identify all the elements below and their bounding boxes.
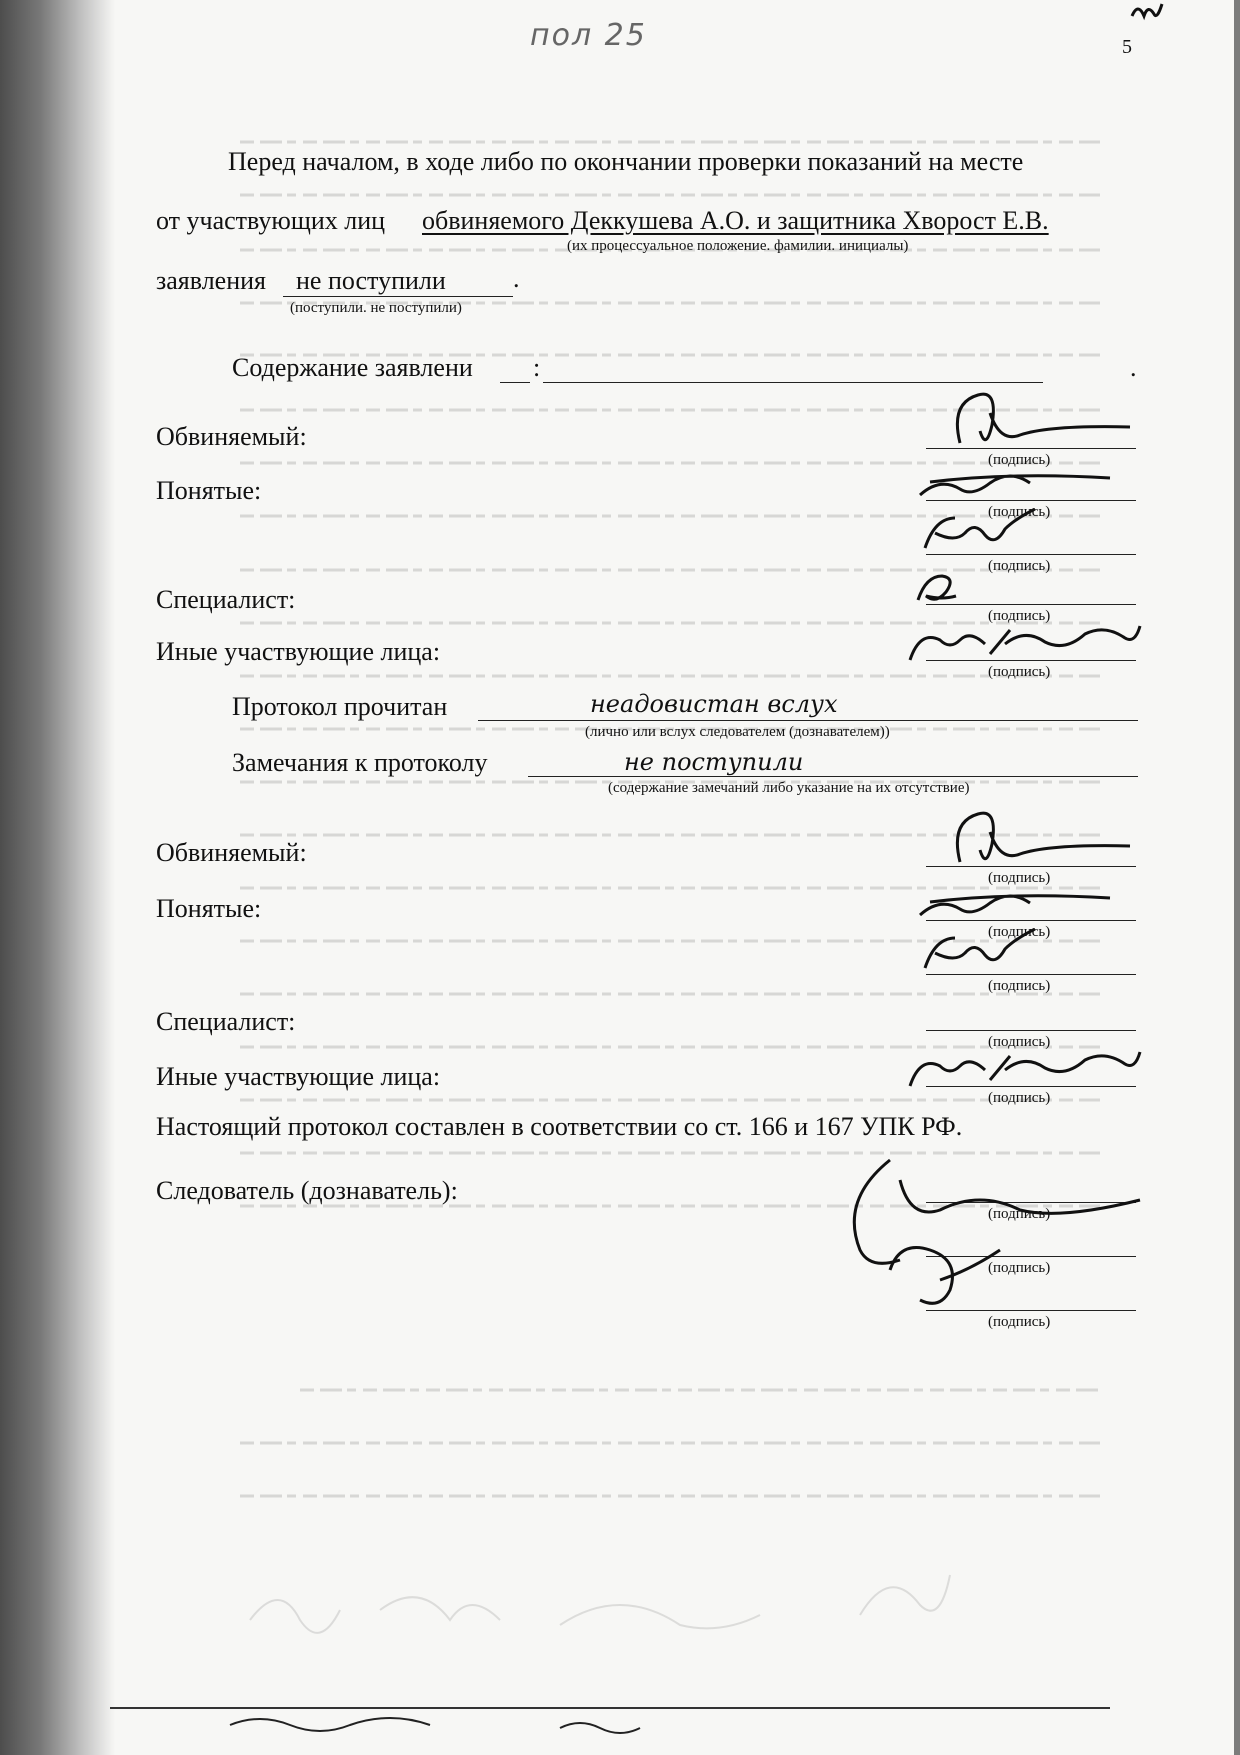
remarks-handwritten: не поступили: [624, 748, 804, 776]
investigator-signature: [830, 1140, 1150, 1340]
remarks-label: Замечания к протоколу: [232, 748, 488, 777]
remarks-line: [528, 776, 1138, 777]
content-label: Содержание заявлени: [232, 353, 473, 382]
participants-prefix: от участвующих лиц: [156, 206, 386, 235]
specialist-label-1: Специалист:: [156, 585, 296, 614]
statements-hint: (поступили. не поступили): [290, 300, 462, 316]
accused-label-2: Обвиняемый:: [156, 838, 307, 867]
statements-dot: .: [513, 264, 520, 293]
others-signature-2: [900, 1046, 1150, 1096]
witness1-sign-hint-1: (подпись): [988, 504, 1051, 520]
accused-sign-hint-2: (подпись): [988, 870, 1051, 886]
specialist-signature-1: [910, 568, 990, 608]
statements-underline: [283, 296, 513, 297]
specialist-label-2: Специалист:: [156, 1007, 296, 1036]
protocol-read-hint: (лично или вслух следователем (дознавателем)): [585, 724, 890, 740]
witness1-sign-hint-2: (подпись): [988, 924, 1051, 940]
others-signature-1: [900, 620, 1150, 670]
statements-label: заявления: [156, 266, 267, 295]
content-label-underline: [500, 382, 530, 383]
witness1-signature-1: [910, 460, 1130, 505]
protocol-read-line: [478, 720, 1138, 721]
witness2-sign-hint-2: (подпись): [988, 978, 1051, 994]
accused-signature-1: [930, 383, 1140, 458]
investigator-sign-hint-1: (подпись): [988, 1206, 1051, 1222]
remarks-hint: (содержание замечаний либо указание на их отсутствие): [608, 780, 970, 796]
witnesses-label-1: Понятые:: [156, 476, 262, 505]
accused-signature-2: [930, 800, 1140, 875]
page-number: 5: [1122, 36, 1132, 58]
compliance-statement: Настоящий протокол составлен в соответствии со ст. 166 и 167 УПК РФ.: [156, 1112, 963, 1141]
accused-label-1: Обвиняемый:: [156, 422, 307, 451]
content-colon: :: [533, 353, 541, 382]
protocol-read-handwritten: неадовистан вслух: [590, 690, 838, 718]
others-sign-hint-1: (подпись): [988, 664, 1051, 680]
statements-value: не поступили: [296, 266, 446, 295]
accused-sign-hint-1: (подпись): [988, 452, 1051, 468]
specialist-sign-hint-2: (подпись): [988, 1034, 1051, 1050]
investigator-sign-hint-2: (подпись): [988, 1260, 1051, 1276]
witnesses-label-2: Понятые:: [156, 894, 262, 923]
investigator-label: Следователь (дознаватель):: [156, 1176, 458, 1205]
participants-value: обвиняемого Деккушева А.О. и защитника Хворост Е.В.: [422, 206, 1049, 235]
specialist-sign-line-2: [926, 1030, 1136, 1031]
scan-shadow-right: [1234, 0, 1240, 1755]
investigator-sign-hint-3: (подпись): [988, 1314, 1051, 1330]
others-label-2: Иные участвующие лица:: [156, 1062, 441, 1091]
witness2-signature-1: [915, 508, 1065, 558]
others-label-1: Иные участвующие лица:: [156, 637, 441, 666]
witness1-signature-2: [910, 880, 1130, 925]
protocol-read-label: Протокол прочитан: [232, 692, 448, 721]
corner-handwriting: [1128, 0, 1168, 22]
witness2-signature-2: [915, 928, 1065, 978]
participants-hint: (их процессуальное положение. фамилии. инициалы): [567, 238, 909, 254]
scan-shadow-left: [0, 0, 115, 1755]
witness2-sign-hint-1: (подпись): [988, 558, 1051, 574]
intro-line1: Перед началом, в ходе либо по окончании проверки показаний на месте: [228, 147, 1024, 176]
content-dot: .: [1130, 353, 1137, 382]
top-handwritten-note: пол 25: [530, 18, 647, 53]
specialist-sign-hint-1: (подпись): [988, 608, 1051, 624]
others-sign-hint-2: (подпись): [988, 1090, 1051, 1106]
